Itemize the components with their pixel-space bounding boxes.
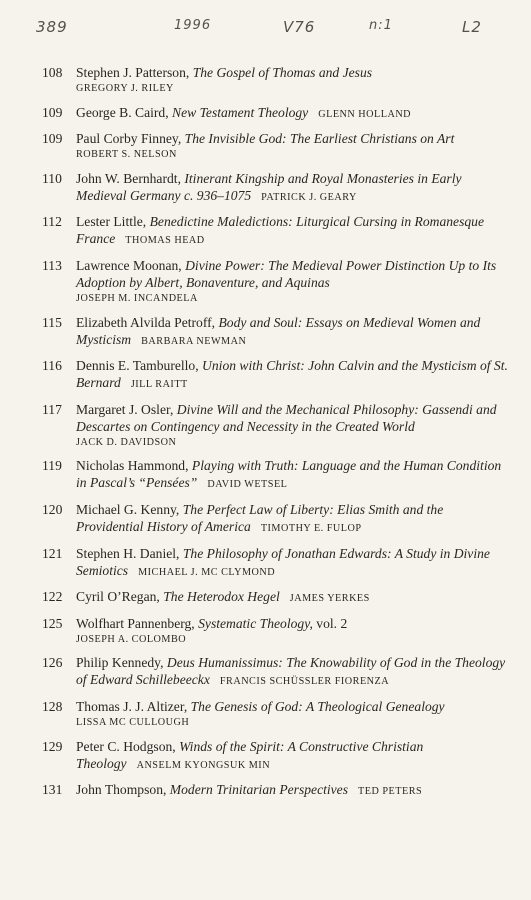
page-number: 109 xyxy=(42,131,63,147)
page-number: 119 xyxy=(42,458,62,474)
author-name: Wolfhart Pannenberg, xyxy=(76,615,195,631)
review-entry xyxy=(42,401,508,450)
book-title: Playing with Truth: Language and the Human Condition in Pascal’s “Pensées” xyxy=(76,458,502,491)
review-entry xyxy=(42,501,508,537)
page-number: 108 xyxy=(42,65,63,80)
book-title: The Heterodox Hegel xyxy=(163,589,280,605)
page-number: 129 xyxy=(42,738,63,754)
review-entry xyxy=(42,654,508,690)
author-name: Thomas J. J. Altizer, xyxy=(76,698,188,714)
reviewer-name: FRANCIS SCHÜSSLER FIORENZA xyxy=(219,676,390,688)
page-number: 117 xyxy=(42,401,62,417)
volume-note: vol. 2 xyxy=(316,615,348,631)
review-entry xyxy=(42,170,508,206)
book-title: The Perfect Law of Liberty: Elias Smith and the Providential History of America xyxy=(76,501,444,534)
author-name: Michael G. Kenny, xyxy=(76,501,180,517)
reviewer-name: ANSELM KYONGSUK MIN xyxy=(136,759,271,771)
book-title: Union with Christ: John Calvin and the Mysticism of St. Bernard xyxy=(76,358,508,391)
reviewer-name: GREGORY J. RILEY xyxy=(76,83,174,94)
reviewer-name: MICHAEL J. MC CLYMOND xyxy=(138,566,276,578)
review-entry xyxy=(42,781,508,800)
book-title: Benedictine Maledictions: Liturgical Cursing in Romanesque France xyxy=(76,214,485,247)
reviewer-name: PATRICK J. GEARY xyxy=(261,191,357,203)
book-title: The Genesis of God: A Theological Genealogy xyxy=(190,698,445,714)
handwritten-mark: 389 xyxy=(36,18,68,36)
reviewer-name: TED PETERS xyxy=(358,786,423,798)
review-entry xyxy=(42,588,508,607)
book-title: Divine Will and the Mechanical Philosophy: Gassendi and Descartes on Contingency and Necessity in the Created World xyxy=(76,401,497,434)
page-number: 121 xyxy=(42,545,63,561)
page-number: 109 xyxy=(42,104,63,120)
book-title: The Philosophy of Jonathan Edwards: A Study in Divine Semiotics xyxy=(76,545,490,578)
book-title: The Gospel of Thomas and Jesus xyxy=(192,65,373,80)
reviewer-name: JACK D. DAVIDSON xyxy=(76,436,177,448)
book-title: New Testament Theology xyxy=(172,104,309,120)
reviewer-name: JOSEPH A. COLOMBO xyxy=(76,633,187,645)
book-title: Itinerant Kingship and Royal Monasteries in Early Medieval Germany c. 936–1075 xyxy=(76,170,462,203)
review-entry xyxy=(42,213,508,249)
reviewer-name: DAVID WETSEL xyxy=(207,479,288,491)
author-name: George B. Caird, xyxy=(76,104,169,120)
review-entry xyxy=(42,64,508,96)
author-name: Stephen J. Patterson, xyxy=(76,65,190,80)
handwritten-mark: n:1 xyxy=(369,18,393,33)
handwritten-mark: V76 xyxy=(283,18,316,36)
page-number: 116 xyxy=(42,358,62,374)
book-title: Body and Soul: Essays on Medieval Women and Mysticism xyxy=(76,314,481,347)
author-name: Lester Little, xyxy=(76,214,147,230)
reviewer-name: JILL RAITT xyxy=(130,379,188,391)
page-number: 110 xyxy=(42,170,62,186)
reviewer-name: JAMES YERKES xyxy=(289,593,370,605)
reviewer-name: ROBERT S. NELSON xyxy=(76,149,177,161)
review-entry xyxy=(42,545,508,581)
page-number: 113 xyxy=(42,257,62,273)
page-number: 122 xyxy=(42,589,63,605)
reviewer-name: GLENN HOLLAND xyxy=(318,108,412,120)
review-entry xyxy=(42,457,508,493)
reviewer-name: TIMOTHY E. FULOP xyxy=(260,522,362,534)
book-review-list xyxy=(42,64,508,808)
review-entry xyxy=(42,698,508,730)
review-entry xyxy=(42,615,508,647)
author-name: John Thompson, xyxy=(76,782,167,798)
author-name: Nicholas Hammond, xyxy=(76,458,189,474)
review-entry xyxy=(42,738,508,774)
review-entry xyxy=(42,130,508,162)
author-name: Dennis E. Tamburello, xyxy=(76,358,199,374)
book-title: Winds of the Spirit: A Constructive Christian Theology xyxy=(76,738,424,771)
author-name: Peter C. Hodgson, xyxy=(76,738,176,754)
author-name: Cyril O’Regan, xyxy=(76,589,160,605)
reviewer-name: JOSEPH M. INCANDELA xyxy=(76,292,198,304)
reviewer-name: LISSA MC CULLOUGH xyxy=(76,716,190,728)
author-name: Elizabeth Alvilda Petroff, xyxy=(76,314,216,330)
page-number: 120 xyxy=(42,501,63,517)
reviewer-name: THOMAS HEAD xyxy=(125,235,205,247)
review-entry xyxy=(42,314,508,350)
handwritten-mark: 1996 xyxy=(174,18,212,33)
book-title: Deus Humanissimus: The Knowability of God in the Theology of Edward Schillebeeckx xyxy=(76,655,506,688)
page-number: 126 xyxy=(42,655,63,671)
author-name: Stephen H. Daniel, xyxy=(76,545,180,561)
reviewer-name: BARBARA NEWMAN xyxy=(141,335,247,347)
page-number: 115 xyxy=(42,314,62,330)
author-name: John W. Bernhardt, xyxy=(76,170,181,186)
review-entry xyxy=(42,357,508,393)
page-number: 131 xyxy=(42,782,63,798)
author-name: Paul Corby Finney, xyxy=(76,131,182,147)
author-name: Philip Kennedy, xyxy=(76,655,164,671)
page-number: 112 xyxy=(42,214,62,230)
book-title: Divine Power: The Medieval Power Distinction Up to Its Adoption by Albert, Bonaventure, and Aquinas xyxy=(76,257,497,290)
book-title: Modern Trinitarian Perspectives xyxy=(169,782,349,798)
book-title: The Invisible God: The Earliest Christians on Art xyxy=(184,131,455,147)
review-entry xyxy=(42,257,508,306)
handwritten-annotations xyxy=(0,18,531,48)
handwritten-mark: L2 xyxy=(462,18,482,36)
author-name: Lawrence Moonan, xyxy=(76,257,182,273)
page-number: 125 xyxy=(42,615,63,631)
page-number: 128 xyxy=(42,698,63,714)
author-name: Margaret J. Osler, xyxy=(76,401,174,417)
review-entry xyxy=(42,104,508,123)
book-title: Systematic Theology, xyxy=(198,615,313,631)
